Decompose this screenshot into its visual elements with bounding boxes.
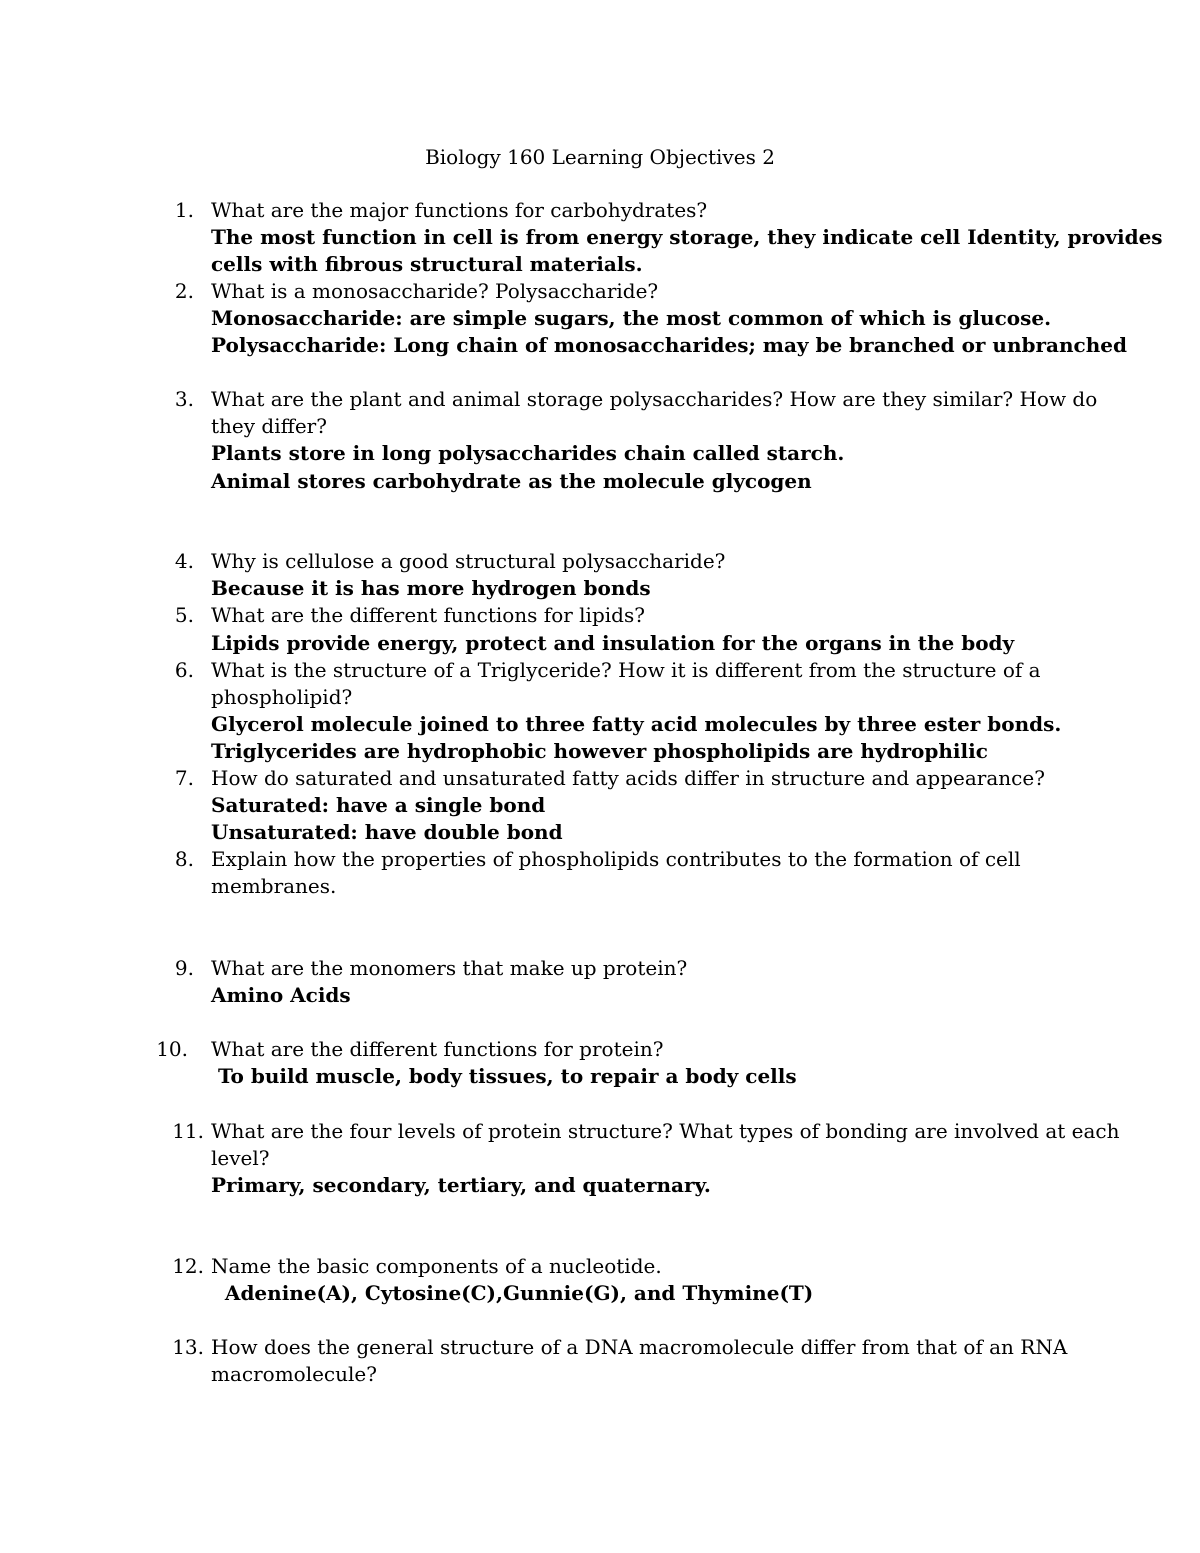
question-number: 13.: [172, 1335, 204, 1359]
question-number: 11.: [172, 1119, 204, 1143]
question-text: How do saturated and unsaturated fatty acids differ in structure and appearance?: [211, 766, 1045, 790]
question-text: level?: [211, 1146, 270, 1170]
question-text: What are the plant and animal storage polysaccharides? How are they similar? How do: [211, 387, 1098, 411]
answer-text: To build muscle, body tissues, to repair a body cells: [211, 1064, 797, 1088]
question-text: What are the major functions for carbohydrates?: [211, 198, 708, 222]
answer-text: Monosaccharide: are simple sugars, the most common of which is glucose.: [211, 306, 1052, 330]
question-text: phospholipid?: [211, 685, 353, 709]
question-text: What are the four levels of protein structure? What types of bonding are involved at each: [211, 1119, 1120, 1143]
page-title: Biology 160 Learning Objectives 2: [425, 145, 775, 169]
answer-text: Primary, secondary, tertiary, and quaternary.: [211, 1173, 711, 1197]
answer-text: Animal stores carbohydrate as the molecule glycogen: [211, 469, 812, 493]
question-number: 6.: [174, 658, 194, 682]
question-text: they differ?: [211, 414, 327, 438]
question-number: 7.: [174, 766, 194, 790]
question-text: Why is cellulose a good structural polysaccharide?: [211, 549, 726, 573]
question-number: 8.: [174, 847, 194, 871]
answer-text: Glycerol molecule joined to three fatty acid molecules by three ester bonds.: [211, 712, 1062, 736]
answer-text: Saturated: have a single bond: [211, 793, 546, 817]
answer-text: Triglycerides are hydrophobic however phospholipids are hydrophilic: [211, 739, 988, 763]
question-number: 5.: [174, 603, 194, 627]
question-text: Name the basic components of a nucleotide.: [211, 1254, 662, 1278]
question-number: 1.: [174, 198, 194, 222]
question-text: What is the structure of a Triglyceride? How it is different from the structure of a: [211, 658, 1041, 682]
answer-text: Adenine(A), Cytosine(C),Gunnie(G), and Thymine(T): [211, 1281, 814, 1305]
answer-text: The most function in cell is from energy storage, they indicate cell Identity, provides: [211, 225, 1163, 249]
answer-text: cells with fibrous structural materials.: [211, 252, 643, 276]
question-text: Explain how the properties of phospholipids contributes to the formation of cell: [211, 847, 1021, 871]
question-text: What are the monomers that make up protein?: [211, 956, 688, 980]
question-number: 2.: [174, 279, 194, 303]
answer-text: Lipids provide energy, protect and insulation for the organs in the body: [211, 631, 1015, 655]
question-text: macromolecule?: [211, 1362, 377, 1386]
answer-text: Plants store in long polysaccharides chain called starch.: [211, 441, 845, 465]
answer-text: Amino Acids: [211, 983, 351, 1007]
question-text: How does the general structure of a DNA macromolecule differ from that of an RNA: [211, 1335, 1068, 1359]
question-text: What are the different functions for lipids?: [211, 603, 645, 627]
question-text: What is a monosaccharide? Polysaccharide?: [211, 279, 659, 303]
answer-text: Unsaturated: have double bond: [211, 820, 563, 844]
question-text: What are the different functions for protein?: [211, 1037, 664, 1061]
answer-text: Polysaccharide: Long chain of monosaccharides; may be branched or unbranched: [211, 333, 1127, 357]
question-number: 12.: [172, 1254, 204, 1278]
question-number: 10.: [156, 1037, 188, 1061]
question-number: 4.: [174, 549, 194, 573]
answer-text: Because it is has more hydrogen bonds: [211, 576, 651, 600]
question-number: 9.: [174, 956, 194, 980]
question-number: 3.: [174, 387, 194, 411]
question-text: membranes.: [211, 874, 337, 898]
